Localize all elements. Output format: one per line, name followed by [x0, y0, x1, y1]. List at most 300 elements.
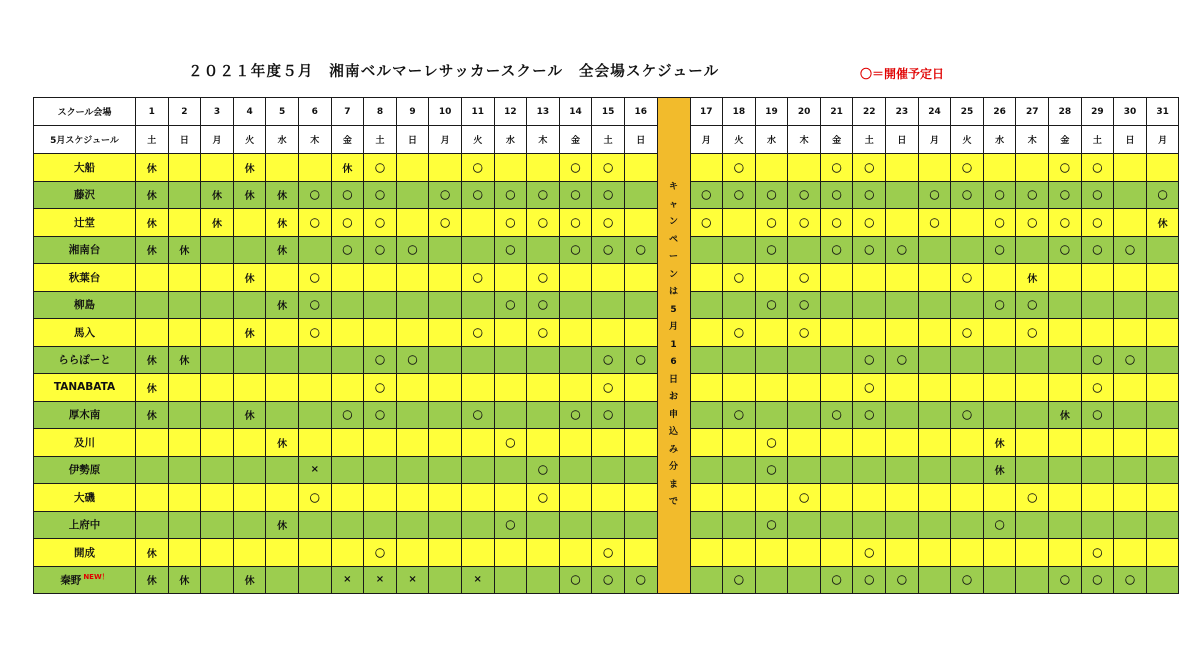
schedule-cell — [1016, 456, 1049, 484]
schedule-cell — [886, 401, 919, 429]
schedule-cell — [1114, 154, 1147, 182]
schedule-cell: 〇 — [461, 319, 494, 347]
schedule-cell — [1016, 401, 1049, 429]
schedule-cell — [1016, 429, 1049, 457]
day-number: 1 — [136, 98, 169, 126]
schedule-cell — [494, 484, 527, 512]
venue-name — [34, 429, 136, 457]
schedule-cell — [886, 429, 919, 457]
schedule-cell — [201, 511, 234, 539]
schedule-cell: 休 — [266, 181, 299, 209]
schedule-cell: 休 — [136, 539, 169, 567]
schedule-cell — [396, 456, 429, 484]
schedule-cell: 〇 — [853, 374, 886, 402]
schedule-cell: 〇 — [723, 264, 756, 292]
schedule-cell: 休 — [983, 429, 1016, 457]
day-number: 4 — [233, 98, 266, 126]
schedule-cell: 〇 — [983, 511, 1016, 539]
new-badge: NEW！ — [83, 573, 109, 581]
schedule-cell: 〇 — [1049, 154, 1082, 182]
schedule-cell: 〇 — [364, 181, 397, 209]
schedule-cell — [298, 374, 331, 402]
schedule-cell: 休 — [331, 154, 364, 182]
schedule-cell — [461, 291, 494, 319]
schedule-cell — [951, 291, 984, 319]
weekday: 日 — [168, 126, 201, 154]
schedule-cell: 〇 — [527, 456, 560, 484]
venue-row — [34, 291, 1179, 319]
schedule-cell: 〇 — [494, 209, 527, 237]
schedule-cell: 〇 — [364, 401, 397, 429]
schedule-cell: 〇 — [592, 374, 625, 402]
venue-name — [34, 154, 136, 182]
schedule-cell: 〇 — [820, 236, 853, 264]
venue-label: 辻堂 — [74, 216, 95, 229]
schedule-cell: 〇 — [461, 401, 494, 429]
schedule-cell — [266, 401, 299, 429]
venue-row — [34, 319, 1179, 347]
schedule-cell — [788, 236, 821, 264]
schedule-cell — [1016, 566, 1049, 594]
schedule-cell — [494, 456, 527, 484]
schedule-cell: 〇 — [1081, 346, 1114, 374]
schedule-cell — [886, 511, 919, 539]
schedule-cell — [1081, 484, 1114, 512]
schedule-cell: 〇 — [983, 236, 1016, 264]
schedule-cell — [1016, 539, 1049, 567]
day-number: 28 — [1049, 98, 1082, 126]
schedule-cell — [201, 374, 234, 402]
schedule-cell: 〇 — [1049, 181, 1082, 209]
schedule-cell: 休 — [266, 429, 299, 457]
schedule-cell — [1081, 429, 1114, 457]
day-number: 5 — [266, 98, 299, 126]
schedule-cell — [820, 374, 853, 402]
schedule-cell — [494, 346, 527, 374]
schedule-cell: 〇 — [494, 429, 527, 457]
schedule-cell — [396, 181, 429, 209]
schedule-cell — [690, 264, 723, 292]
schedule-cell — [820, 319, 853, 347]
venue-label: 伊勢原 — [68, 464, 101, 477]
schedule-cell: 〇 — [788, 209, 821, 237]
schedule-cell — [331, 456, 364, 484]
schedule-cell — [298, 566, 331, 594]
schedule-cell: 〇 — [494, 291, 527, 319]
venue-row — [34, 456, 1179, 484]
schedule-cell — [788, 154, 821, 182]
weekday: 火 — [461, 126, 494, 154]
weekday: 月 — [1146, 126, 1179, 154]
schedule-cell: 休 — [233, 264, 266, 292]
schedule-cell — [298, 539, 331, 567]
schedule-cell: 〇 — [853, 566, 886, 594]
day-number: 6 — [298, 98, 331, 126]
schedule-cell: 〇 — [853, 401, 886, 429]
weekday: 木 — [1016, 126, 1049, 154]
schedule-cell — [690, 456, 723, 484]
schedule-cell — [918, 291, 951, 319]
schedule-cell — [755, 346, 788, 374]
day-number: 27 — [1016, 98, 1049, 126]
schedule-cell — [1146, 539, 1179, 567]
schedule-cell — [461, 539, 494, 567]
schedule-cell: 休 — [266, 511, 299, 539]
schedule-cell: 〇 — [559, 181, 592, 209]
schedule-cell — [755, 154, 788, 182]
schedule-cell: 休 — [136, 181, 169, 209]
schedule-cell — [136, 264, 169, 292]
schedule-cell — [983, 264, 1016, 292]
schedule-cell — [396, 539, 429, 567]
day-number: 19 — [755, 98, 788, 126]
schedule-cell — [527, 374, 560, 402]
schedule-cell — [461, 429, 494, 457]
venue-name — [34, 291, 136, 319]
schedule-cell: 〇 — [559, 236, 592, 264]
header-schedule: 5月スケジュール — [34, 126, 136, 154]
schedule-cell — [951, 511, 984, 539]
schedule-cell: 休 — [168, 236, 201, 264]
schedule-cell — [1146, 429, 1179, 457]
schedule-cell — [624, 374, 657, 402]
venue-row — [34, 264, 1179, 292]
day-number: 12 — [494, 98, 527, 126]
day-number: 20 — [788, 98, 821, 126]
weekday: 日 — [624, 126, 657, 154]
schedule-cell — [298, 346, 331, 374]
schedule-cell — [396, 511, 429, 539]
venue-row — [34, 429, 1179, 457]
schedule-cell — [168, 374, 201, 402]
schedule-cell: 〇 — [1114, 566, 1147, 594]
weekday: 水 — [755, 126, 788, 154]
schedule-cell — [429, 456, 462, 484]
day-number: 16 — [624, 98, 657, 126]
schedule-cell: 〇 — [755, 291, 788, 319]
schedule-cell — [461, 209, 494, 237]
schedule-cell: × — [298, 456, 331, 484]
schedule-cell: 〇 — [592, 566, 625, 594]
schedule-cell — [559, 346, 592, 374]
schedule-cell — [690, 346, 723, 374]
day-number: 30 — [1114, 98, 1147, 126]
schedule-cell: 〇 — [853, 154, 886, 182]
schedule-cell: × — [331, 566, 364, 594]
schedule-cell: 〇 — [527, 181, 560, 209]
schedule-cell: 〇 — [592, 539, 625, 567]
schedule-cell — [364, 264, 397, 292]
legend-open-day: 〇＝開催予定日 — [860, 67, 945, 81]
schedule-cell: 〇 — [298, 181, 331, 209]
schedule-cell — [201, 319, 234, 347]
venue-name — [34, 209, 136, 237]
schedule-cell — [168, 209, 201, 237]
venue-row — [34, 484, 1179, 512]
schedule-cell — [592, 456, 625, 484]
weekday: 木 — [298, 126, 331, 154]
schedule-cell — [820, 511, 853, 539]
schedule-cell: 〇 — [461, 181, 494, 209]
schedule-cell: 休 — [233, 154, 266, 182]
schedule-cell: 〇 — [755, 236, 788, 264]
schedule-cell — [853, 429, 886, 457]
schedule-cell: 〇 — [1146, 181, 1179, 209]
schedule-cell: 〇 — [1049, 209, 1082, 237]
schedule-cell — [168, 429, 201, 457]
schedule-cell — [266, 456, 299, 484]
schedule-cell — [168, 484, 201, 512]
venue-name — [34, 374, 136, 402]
schedule-cell — [723, 236, 756, 264]
schedule-cell: 〇 — [951, 319, 984, 347]
schedule-cell: 休 — [168, 566, 201, 594]
weekday: 土 — [853, 126, 886, 154]
day-number: 13 — [527, 98, 560, 126]
schedule-cell: 〇 — [494, 236, 527, 264]
schedule-cell — [951, 539, 984, 567]
schedule-cell — [690, 511, 723, 539]
day-number: 9 — [396, 98, 429, 126]
schedule-cell — [755, 566, 788, 594]
schedule-cell — [1081, 291, 1114, 319]
schedule-cell — [983, 484, 1016, 512]
schedule-cell — [951, 346, 984, 374]
schedule-cell: 〇 — [820, 181, 853, 209]
schedule-cell: 〇 — [918, 209, 951, 237]
schedule-cell — [364, 429, 397, 457]
schedule-cell: 休 — [266, 236, 299, 264]
schedule-cell: 〇 — [951, 154, 984, 182]
schedule-cell — [396, 209, 429, 237]
schedule-cell — [886, 539, 919, 567]
schedule-cell — [429, 291, 462, 319]
schedule-cell: 〇 — [918, 181, 951, 209]
schedule-cell — [396, 264, 429, 292]
day-number: 21 — [820, 98, 853, 126]
weekday: 水 — [266, 126, 299, 154]
schedule-cell: 〇 — [298, 319, 331, 347]
schedule-cell: 〇 — [690, 181, 723, 209]
schedule-cell — [136, 456, 169, 484]
schedule-cell: 〇 — [788, 181, 821, 209]
schedule-cell: 〇 — [592, 236, 625, 264]
schedule-cell — [527, 346, 560, 374]
schedule-cell — [201, 539, 234, 567]
schedule-cell — [1049, 429, 1082, 457]
schedule-cell: 〇 — [592, 346, 625, 374]
schedule-cell — [1016, 236, 1049, 264]
schedule-cell — [788, 539, 821, 567]
schedule-cell — [1114, 429, 1147, 457]
schedule-cell — [1146, 319, 1179, 347]
day-number: 17 — [690, 98, 723, 126]
schedule-cell: 〇 — [298, 291, 331, 319]
schedule-cell: × — [461, 566, 494, 594]
venue-name — [34, 236, 136, 264]
schedule-cell — [983, 346, 1016, 374]
campaign-notice: キャンペーンは5月16日お申込み分まで — [668, 182, 678, 508]
schedule-cell — [723, 346, 756, 374]
day-number: 2 — [168, 98, 201, 126]
day-number: 22 — [853, 98, 886, 126]
schedule-cell — [1114, 511, 1147, 539]
schedule-cell — [527, 566, 560, 594]
schedule-cell — [429, 236, 462, 264]
schedule-cell — [1146, 456, 1179, 484]
schedule-cell — [951, 236, 984, 264]
schedule-cell — [624, 291, 657, 319]
venue-row — [34, 209, 1179, 237]
schedule-cell — [494, 374, 527, 402]
schedule-cell: 〇 — [1049, 236, 1082, 264]
schedule-cell — [201, 456, 234, 484]
schedule-cell — [624, 401, 657, 429]
schedule-cell — [690, 484, 723, 512]
weekday: 月 — [918, 126, 951, 154]
weekday: 月 — [429, 126, 462, 154]
schedule-cell — [788, 346, 821, 374]
schedule-cell — [559, 264, 592, 292]
schedule-cell: 〇 — [1081, 209, 1114, 237]
schedule-cell — [461, 374, 494, 402]
venue-row — [34, 539, 1179, 567]
schedule-cell: 〇 — [298, 484, 331, 512]
schedule-cell: 〇 — [1016, 484, 1049, 512]
schedule-cell — [624, 511, 657, 539]
schedule-cell: 〇 — [755, 429, 788, 457]
schedule-cell — [331, 484, 364, 512]
schedule-cell — [788, 566, 821, 594]
schedule-cell — [396, 401, 429, 429]
venue-label: 湘南台 — [68, 244, 101, 257]
schedule-cell — [429, 319, 462, 347]
schedule-cell — [755, 264, 788, 292]
schedule-cell — [1146, 264, 1179, 292]
schedule-cell — [201, 154, 234, 182]
schedule-cell: 〇 — [364, 374, 397, 402]
schedule-cell — [396, 291, 429, 319]
schedule-cell — [951, 429, 984, 457]
weekday: 金 — [331, 126, 364, 154]
schedule-cell — [918, 346, 951, 374]
schedule-cell — [755, 484, 788, 512]
day-number: 10 — [429, 98, 462, 126]
schedule-cell — [1049, 511, 1082, 539]
schedule-cell — [853, 319, 886, 347]
schedule-cell — [136, 319, 169, 347]
schedule-cell — [429, 511, 462, 539]
venue-label: 馬入 — [74, 326, 95, 339]
venue-row — [34, 154, 1179, 182]
schedule-cell — [1016, 511, 1049, 539]
schedule-cell: 〇 — [723, 319, 756, 347]
schedule-cell — [429, 566, 462, 594]
day-number: 3 — [201, 98, 234, 126]
venue-label: 上府中 — [68, 519, 101, 532]
schedule-cell — [331, 346, 364, 374]
schedule-cell — [624, 209, 657, 237]
venue-name — [34, 401, 136, 429]
schedule-cell: 〇 — [1081, 374, 1114, 402]
schedule-cell — [690, 236, 723, 264]
schedule-cell: 〇 — [1114, 236, 1147, 264]
schedule-cell — [298, 429, 331, 457]
schedule-cell — [168, 154, 201, 182]
schedule-cell: 〇 — [592, 209, 625, 237]
venue-label: 秦野 — [60, 574, 82, 587]
venue-label: 及川 — [74, 436, 95, 449]
weekday: 火 — [233, 126, 266, 154]
schedule-cell: 〇 — [364, 346, 397, 374]
schedule-cell — [788, 374, 821, 402]
schedule-cell: 〇 — [1081, 539, 1114, 567]
schedule-cell: 〇 — [853, 181, 886, 209]
weekday: 水 — [983, 126, 1016, 154]
schedule-cell: × — [364, 566, 397, 594]
schedule-cell — [168, 539, 201, 567]
schedule-cell — [951, 374, 984, 402]
schedule-cell: 〇 — [853, 209, 886, 237]
schedule-cell — [136, 511, 169, 539]
schedule-cell — [429, 264, 462, 292]
schedule-cell — [820, 429, 853, 457]
weekday: 火 — [951, 126, 984, 154]
schedule-cell — [559, 456, 592, 484]
schedule-cell — [1049, 264, 1082, 292]
schedule-cell — [559, 374, 592, 402]
schedule-cell — [788, 401, 821, 429]
schedule-cell: 休 — [983, 456, 1016, 484]
weekday: 金 — [559, 126, 592, 154]
schedule-cell — [918, 511, 951, 539]
schedule-cell: 〇 — [1081, 566, 1114, 594]
schedule-cell — [918, 539, 951, 567]
schedule-cell — [461, 346, 494, 374]
schedule-cell — [1081, 456, 1114, 484]
schedule-cell: 〇 — [1016, 319, 1049, 347]
schedule-cell: 休 — [201, 181, 234, 209]
schedule-cell — [788, 429, 821, 457]
schedule-cell: 〇 — [461, 264, 494, 292]
schedule-cell: 〇 — [429, 209, 462, 237]
schedule-cell — [527, 236, 560, 264]
schedule-cell — [461, 236, 494, 264]
schedule-cell — [886, 319, 919, 347]
schedule-cell — [886, 456, 919, 484]
schedule-cell — [331, 264, 364, 292]
schedule-cell: 〇 — [331, 401, 364, 429]
day-number: 7 — [331, 98, 364, 126]
schedule-cell — [559, 511, 592, 539]
schedule-cell: 〇 — [853, 346, 886, 374]
schedule-cell: 〇 — [820, 209, 853, 237]
schedule-table — [33, 97, 1179, 594]
schedule-cell — [886, 264, 919, 292]
schedule-cell — [886, 291, 919, 319]
schedule-cell: 休 — [136, 346, 169, 374]
weekday: 水 — [494, 126, 527, 154]
schedule-cell — [820, 456, 853, 484]
schedule-cell: 〇 — [1016, 291, 1049, 319]
schedule-cell: 〇 — [396, 236, 429, 264]
schedule-cell — [233, 511, 266, 539]
schedule-cell: 〇 — [429, 181, 462, 209]
venue-row — [34, 346, 1179, 374]
schedule-cell — [494, 539, 527, 567]
venue-name — [34, 566, 136, 594]
weekday: 木 — [527, 126, 560, 154]
